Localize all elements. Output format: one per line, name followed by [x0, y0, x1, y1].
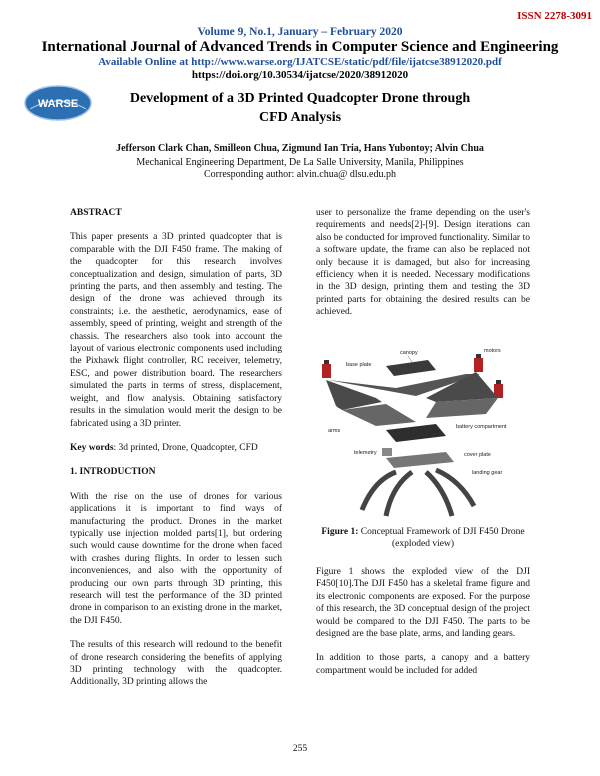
label-landing-gear: landing gear [472, 470, 503, 476]
keywords-text: : 3d printed, Drone, Quadcopter, CFD [113, 442, 258, 453]
online-link[interactable]: Available Online at http://www.warse.org/IJATCSE/static/pdf/file/ijatcse38912020.pdf [98, 56, 502, 68]
right-column [316, 207, 530, 319]
right-column-lower [316, 566, 530, 677]
label-telemetry: telemetry [354, 450, 377, 456]
authors: Jefferson Clark Chan, Smilleon Chua, Zigmund Ian Tria, Hans Yubontoy; Alvin Chua [116, 143, 484, 154]
intro-paragraph-4: Figure 1 shows the exploded view of the DJI F450[10].The DJI F450 has a skeletal frame figure and its electronic components are exposed. For the purpose of this research, the 3D conceptual design of the project would be compared to the DJI F450. The parts to be designed are the base plate, arms, and landing gears. [316, 567, 530, 640]
label-motors: motors [484, 348, 501, 354]
abstract-heading: ABSTRACT [70, 208, 122, 218]
intro-paragraph-1: With the rise on the use of drones for various applications it is important to find ways of manufacturing the product. Drones in the market typically use injection molded parts[1], but ordering such would cause downtime for the drone when faced with crashes during flights. In order to lessen such inconveniences, and also with the opportunity of producing our own parts through 3D printing, this research will test the performance of the 3D printed drone in comparison to an existing drone in the market, the DJI F450. [70, 491, 282, 626]
corresponding-author: Corresponding author: alvin.chua@ dlsu.edu.ph [204, 169, 396, 180]
label-arms: arms [328, 428, 341, 434]
paper-title [100, 89, 500, 127]
intro-paragraph-5: In addition to those parts, a canopy and a battery compartment would be included for added [316, 653, 530, 676]
keywords-label: Key words [70, 442, 114, 453]
left-column [70, 207, 282, 689]
label-canopy: canopy [400, 350, 418, 356]
keywords [70, 442, 282, 454]
label-base-plate: base plate [346, 362, 372, 368]
landing-gear-shape [362, 470, 474, 516]
label-battery: battery compartment [456, 424, 507, 430]
introduction-heading: 1. INTRODUCTION [70, 467, 156, 478]
label-cover-plate: cover plate [464, 452, 491, 458]
title-line-2: CFD Analysis [258, 110, 342, 125]
issn: ISSN 2278-3091 [517, 10, 592, 22]
figure-caption [316, 526, 530, 551]
canopy-shape [386, 360, 436, 376]
cover-plate-shape [386, 452, 454, 468]
intro-paragraph-3: user to personalize the frame depending on the user's requirements and needs[2]-[9]. Design iterations can also be conducted for improved functionality. Similar to a software update, the frame can also be replaced not only because it is damaged, but also for increasing efficiency when it is needed. Necessary modifications in the 3D design, printing them and testing the 3D printed parts for obtaining the desired results can be achieved. [316, 208, 530, 318]
figure-1-exploded-view [316, 340, 530, 520]
logo-text: WARSE [37, 98, 79, 110]
affiliation: Mechanical Engineering Department, De La Salle University, Manila, Philippines [136, 157, 464, 168]
warse-logo [22, 83, 94, 123]
abstract-text: This paper presents a 3D printed quadcopter that is comparable with the DJI F450 frame. The making of the quadcopter for this research involves conceptualization and design, simulation of parts, 3D printing the parts, and then assembly and testing. The design of the drone was achieved through its constraints; i.e. the aesthetic, aerodynamics, ease of assembly, speed of printing, weight and strength of the chassis. The researchers also took into account the layout of various electronic components used including the Pixhawk flight controller, RC receiver, telemetry, ESC, and power distribution board. The researchers simulated the parts in terms of stress, displacement, weight, and flow analysis. Obtaining satisfactory results in the simulation would merit the design to be fabricated using a 3D printer. [70, 232, 282, 429]
figure-label: Figure 1: [321, 527, 359, 537]
doi-link[interactable]: https://doi.org/10.30534/ijatcse/2020/38912020 [191, 69, 409, 81]
battery-shape [386, 424, 446, 442]
journal-title: International Journal of Advanced Trends in Computer Science and Engineering [41, 39, 559, 55]
title-line-1: Development of a 3D Printed Quadcopter Drone through [129, 91, 471, 106]
figure-caption-text: Conceptual Framework of DJI F450 Drone (exploded view) [358, 527, 525, 550]
intro-paragraph-2: The results of this research will redound to the benefit of drone research considering the benefits of applying 3D printing technology with the quadcopter. Additionally, 3D printing allows the [70, 640, 282, 688]
page-number: 255 [292, 744, 308, 754]
volume-info: Volume 9, No.1, January – February 2020 [197, 26, 403, 38]
